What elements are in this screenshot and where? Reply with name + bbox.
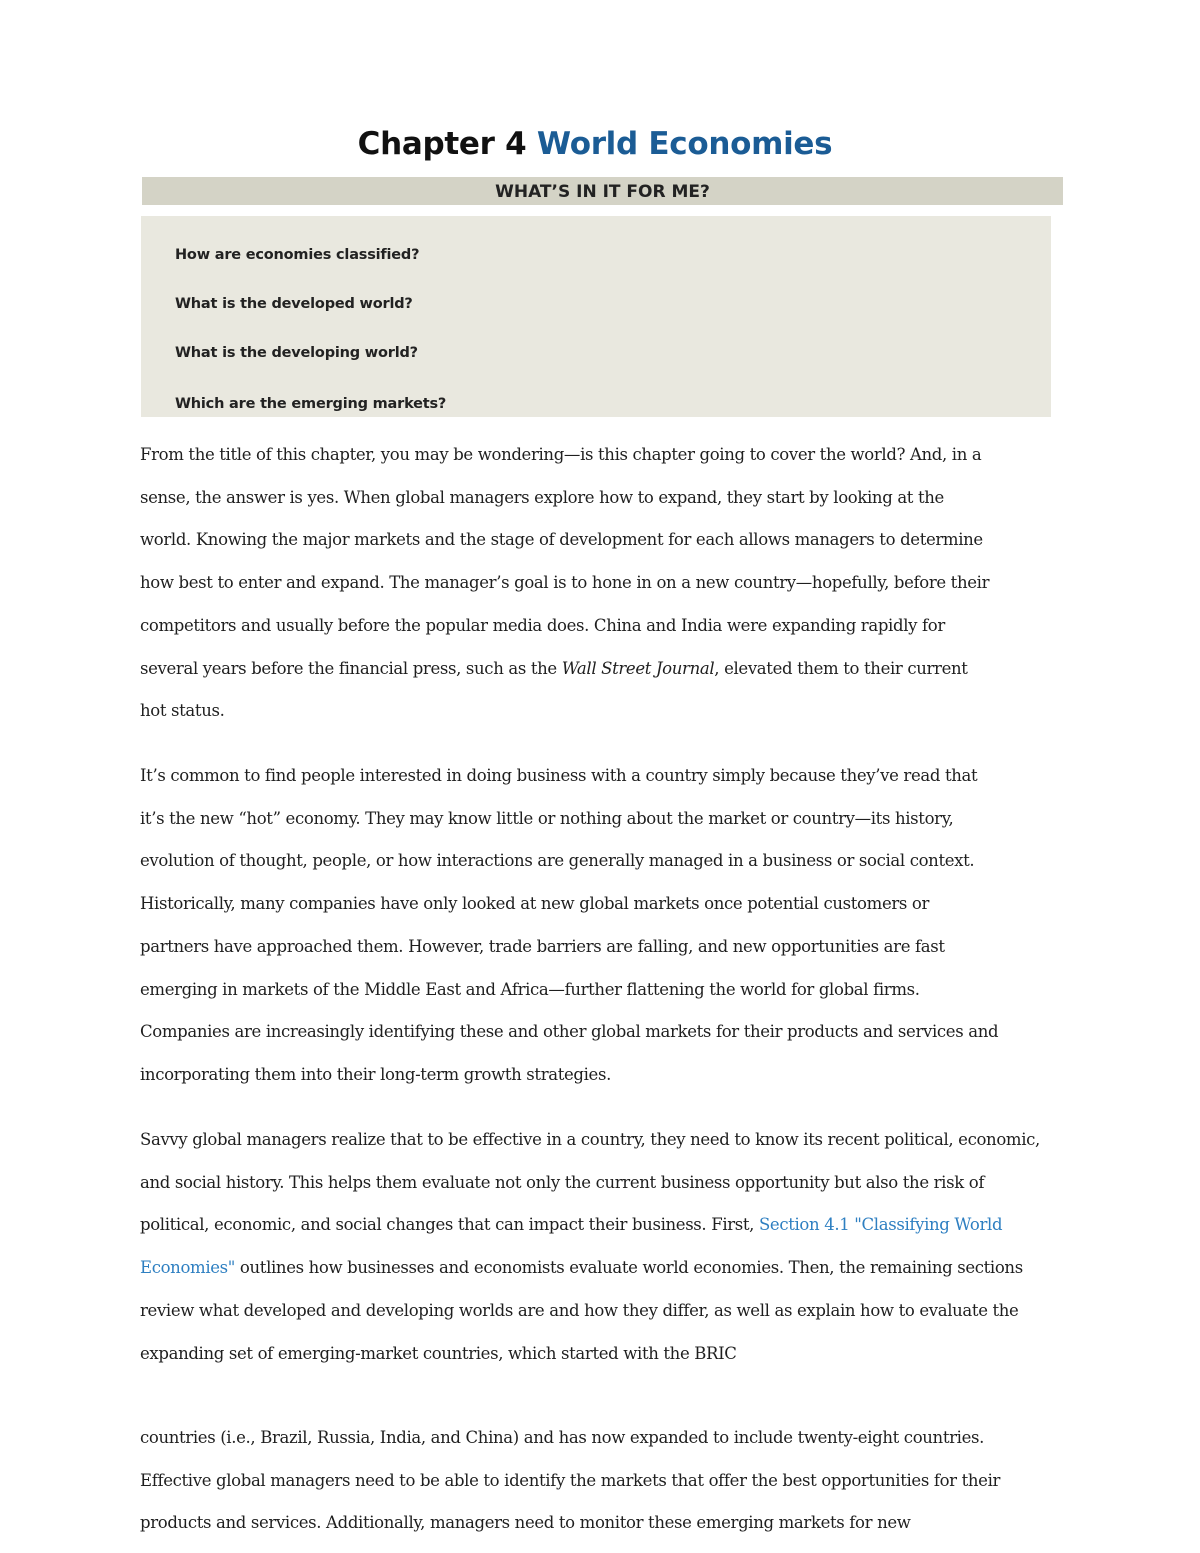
text-line: Savvy global managers realize that to be effective in a country, they need to know its recent political, economic, <box>140 1130 1040 1149</box>
publication-title: Wall Street Journal <box>561 658 715 678</box>
text-line: countries (i.e., Brazil, Russia, India, and China) and has now expanded to include twenty-eight countries. <box>140 1428 985 1447</box>
chapter-title <box>0 126 1190 162</box>
text-line: sense, the answer is yes. When global managers explore how to expand, they start by looking at the <box>140 487 944 507</box>
text-line: competitors and usually before the popular media does. China and India were expanding rapidly for <box>140 615 945 635</box>
text-line: world. Knowing the major markets and the stage of development for each allows managers to determine <box>140 530 983 550</box>
text-line: how best to enter and expand. The manager’s goal is to hone in on a new country—hopefully, before their <box>140 573 990 593</box>
text-line: Effective global managers need to be able to identify the markets that offer the best opportunities for their <box>140 1470 1001 1490</box>
text-segment: several years before the financial press, such as the <box>140 658 562 678</box>
text-line: It’s common to find people interested in doing business with a country simply because they’ve read that <box>140 766 978 785</box>
question-item: What is the developing world? <box>175 345 418 361</box>
text-segment: , elevated them to their current <box>714 658 968 678</box>
text-line: it’s the new “hot” economy. They may know little or nothing about the market or country—its history, <box>140 808 954 828</box>
paragraph-3 <box>140 1119 1070 1375</box>
text-segment: political, economic, and social changes that can impact their business. First, <box>140 1215 759 1235</box>
text-line: From the title of this chapter, you may be wondering—is this chapter going to cover the world? And, in a <box>140 445 982 464</box>
text-line: Historically, many companies have only looked at new global markets once potential customers or <box>140 894 930 914</box>
text-line <box>140 1204 1070 1247</box>
text-line: review what developed and developing worlds are and how they differ, as well as explain how to evaluate the <box>140 1300 1019 1320</box>
text-segment: outlines how businesses and economists evaluate world economies. Then, the remaining sections <box>235 1258 1023 1278</box>
paragraph-4 <box>140 1417 1070 1545</box>
text-line: expanding set of emerging-market countries, which started with the BRIC <box>140 1343 737 1363</box>
text-line: partners have approached them. However, trade barriers are falling, and new opportunities are fast <box>140 936 945 956</box>
text-line: and social history. This helps them evaluate not only the current business opportunity but also the risk of <box>140 1172 985 1192</box>
banner-text: WHAT’S IN IT FOR ME? <box>495 182 710 202</box>
paragraph-2 <box>140 755 1070 1097</box>
text-line: Companies are increasingly identifying these and other global markets for their products and services and <box>140 1022 999 1042</box>
section-link[interactable]: Section 4.1 "Classifying World <box>758 1215 1003 1235</box>
section-link[interactable]: Economies" <box>140 1258 236 1278</box>
text-line: hot status. <box>140 701 225 721</box>
chapter-label: Chapter 4 <box>357 126 527 162</box>
question-item: How are economies classified? <box>175 247 420 263</box>
text-line: products and services. Additionally, managers need to monitor these emerging markets for new <box>140 1513 911 1533</box>
questions-box <box>141 216 1051 417</box>
text-line <box>140 648 1070 691</box>
question-item: What is the developed world? <box>175 296 413 312</box>
paragraph-1 <box>140 434 1070 733</box>
whats-in-it-banner <box>142 177 1063 205</box>
chapter-name: World Economies <box>536 126 833 162</box>
text-line: evolution of thought, people, or how interactions are generally managed in a business or social context. <box>140 851 975 871</box>
text-line <box>140 1247 1070 1290</box>
question-item: Which are the emerging markets? <box>175 396 447 412</box>
text-line: emerging in markets of the Middle East and Africa—further flattening the world for global firms. <box>140 979 920 999</box>
text-line: incorporating them into their long-term growth strategies. <box>140 1064 611 1084</box>
